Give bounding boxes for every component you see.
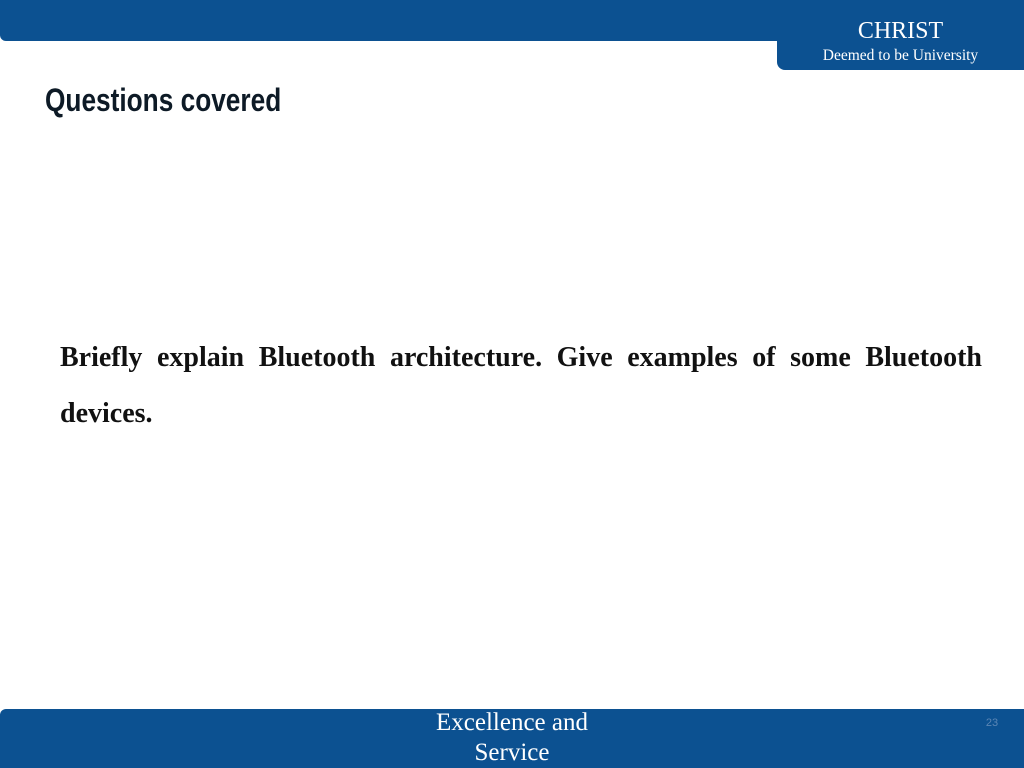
university-brand xyxy=(777,0,1024,70)
slide-title: Questions covered xyxy=(45,82,282,118)
tagline-line-2: Service xyxy=(474,739,550,766)
footer-tagline xyxy=(412,708,612,768)
tagline-line-1: Excellence and xyxy=(436,709,588,736)
brand-name: CHRIST xyxy=(857,18,944,44)
brand-subtitle: Deemed to be University xyxy=(822,47,979,64)
question-text: Briefly explain Bluetooth architecture. Give examples of some Bluetooth devices. xyxy=(60,342,982,429)
page-number: 23 xyxy=(985,717,999,729)
